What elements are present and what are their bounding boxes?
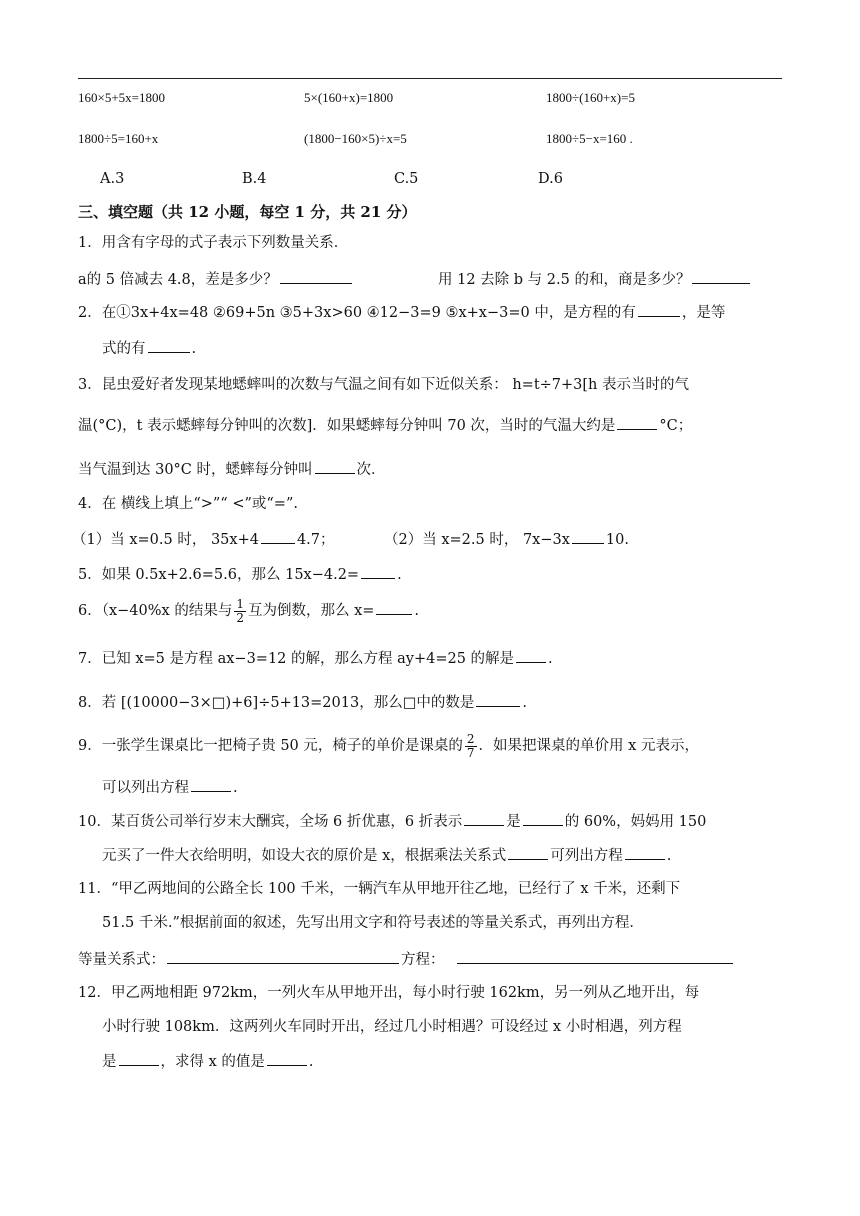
answer-blank[interactable]	[523, 811, 563, 826]
q9-text: 9．一张学生课桌比一把椅子贵 50 元，椅子的单价是课桌的	[78, 738, 463, 754]
q1-part-b-text: 用 12 去除 b 与 2.5 的和，商是多少？	[438, 272, 691, 288]
q9-text-3: 可以列出方程	[102, 780, 189, 796]
q11-line1: 11．“甲乙两地间的公路全长 100 千米，一辆汽车从甲地开往乙地，已经行了 x 千米，还剩下	[78, 881, 681, 897]
header-rule	[78, 78, 782, 79]
q4-part-1-tail: 4.7；	[296, 532, 335, 548]
q12-text-a: 是	[102, 1054, 117, 1070]
q9-text-2: ．如果把课桌的单价用 x 元表示，	[478, 738, 699, 754]
q3-line1: 3．昆虫爱好者发现某地蟋蟀叫的次数与气温之间有如下近似关系： h=t÷7+3[h 表示当时的气	[78, 377, 690, 393]
fraction-numerator: 2	[466, 731, 475, 746]
q5	[78, 564, 402, 585]
answer-blank[interactable]	[457, 949, 733, 964]
q1-stem: 1．用含有字母的式子表示下列数量关系．	[78, 235, 349, 251]
answer-blank[interactable]	[148, 338, 190, 353]
answer-blank[interactable]	[261, 529, 295, 544]
q10-text-f: .	[666, 848, 672, 864]
q7-tail: .	[548, 651, 553, 667]
equation-3: 1800÷(160+x)=5	[546, 90, 635, 105]
fraction-one-half	[234, 598, 246, 625]
q8-tail: .	[522, 695, 528, 711]
answer-blank[interactable]	[280, 269, 352, 284]
q11-answers	[78, 949, 735, 970]
q2-text-tail: ，是等	[681, 305, 726, 321]
q6-text-2: 互为倒数，那么 x=	[247, 603, 375, 619]
q12-line3	[102, 1051, 314, 1072]
answer-blank[interactable]	[119, 1051, 159, 1066]
q11-line2: 51.5 千米.”根据前面的叙述，先写出用文字和符号表述的等量关系式，再列出方程．	[102, 915, 644, 931]
answer-blank[interactable]	[476, 692, 520, 707]
q5-text: 5．如果 0.5x+2.6=5.6，那么 15x−4.2=	[78, 567, 360, 583]
q9-line1	[78, 731, 699, 761]
q7-text: 7．已知 x=5 是方程 ax−3=12 的解，那么方程 ay+4=25 的解是	[78, 651, 515, 667]
fraction-numerator: 1	[236, 596, 244, 611]
q4-part-1	[72, 529, 335, 550]
equation-4: 1800÷5=160+x	[78, 131, 159, 146]
answer-blank[interactable]	[361, 564, 395, 579]
answer-blank[interactable]	[638, 302, 680, 317]
answer-blank[interactable]	[167, 949, 399, 964]
q4-part-2-text: （2）当 x=2.5 时， 7x−3x	[384, 532, 570, 548]
q6-tail: .	[414, 603, 420, 619]
q8	[78, 692, 527, 713]
answer-blank[interactable]	[464, 811, 504, 826]
q8-text: 8．若 [(10000−3×□)+6]÷5+13=2013，那么□中的数是	[78, 695, 475, 711]
q6	[78, 596, 419, 626]
equation-2: 5×(160+x)=1800	[304, 90, 394, 105]
q2-line1	[78, 302, 725, 323]
q10-line2	[102, 845, 671, 866]
answer-blank[interactable]	[572, 529, 604, 544]
q10-text-b: 是	[506, 814, 521, 830]
q10-line1	[78, 811, 706, 832]
q2-line2	[102, 338, 196, 359]
q10-text-e: 可列出方程	[550, 848, 623, 864]
q3-text-3: 当气温到达 30°C 时，蟋蟀每分钟叫	[78, 462, 313, 478]
answer-blank[interactable]	[625, 845, 665, 860]
q4-part-2-tail: 10.	[605, 532, 629, 548]
q3-text-2: 温(°C)，t 表示蟋蟀每分钟叫的次数]．如果蟋蟀每分钟叫 70 次，当时的气温大约是	[78, 418, 616, 434]
answer-blank[interactable]	[191, 777, 231, 792]
q12-line1: 12．甲乙两地相距 972km，一列火车从甲地开出，每小时行驶 162km，另一列从乙地开出，每	[78, 985, 700, 1001]
option-d: D.6	[538, 171, 563, 187]
answer-blank[interactable]	[692, 269, 750, 284]
q7	[78, 648, 553, 669]
fraction-denominator: 2	[236, 610, 244, 625]
q3-line2	[78, 415, 692, 436]
q6-text: 6．（x−40%x 的结果与	[78, 603, 233, 619]
q3-line3	[78, 459, 386, 480]
fraction-two-sevenths	[465, 733, 477, 760]
option-a: A.3	[100, 171, 125, 187]
q10-text-d: 元买了一件大衣给明明，如设大衣的原价是 x，根据乘法关系式	[102, 848, 507, 864]
q3-text-2-tail: °C；	[659, 418, 693, 434]
q3-text-3-tail: 次．	[356, 462, 386, 478]
equation-1: 160×5+5x=1800	[78, 90, 165, 105]
answer-blank[interactable]	[508, 845, 548, 860]
q4-stem: 4．在 横线上填上“>”“ <”或“=”.	[78, 496, 298, 512]
q9-tail: .	[233, 780, 238, 796]
answer-blank[interactable]	[516, 648, 546, 663]
q4-part-2	[384, 529, 629, 550]
q12-text-c: .	[308, 1054, 314, 1070]
fraction-denominator: 7	[466, 745, 475, 760]
answer-blank[interactable]	[376, 600, 412, 615]
option-c: C.5	[394, 171, 419, 187]
q11-label-relation: 等量关系式：	[78, 952, 165, 968]
q2-text-2-tail: .	[191, 341, 197, 357]
q5-tail: .	[397, 567, 402, 583]
q1-part-b	[438, 269, 752, 290]
section-title: 三、填空题（共 12 小题，每空 1 分，共 21 分）	[78, 203, 417, 221]
q11-label-equation: 方程：	[401, 952, 445, 968]
equation-6: 1800÷5−x=160 .	[546, 131, 633, 146]
q12-text-b: ，求得 x 的值是	[160, 1054, 265, 1070]
equation-5: (1800−160×5)÷x=5	[304, 131, 407, 146]
q4-part-1-text: （1）当 x=0.5 时， 35x+4	[72, 532, 259, 548]
q1-part-a-text: a的 5 倍减去 4.8，差是多少？	[78, 272, 278, 288]
q2-text: 2．在①3x+4x=48 ②69+5n ③5+3x>60 ④12−3=9 ⑤x+x−3=0 中，是方程的有	[78, 305, 636, 321]
q2-text-2: 式的有	[102, 341, 146, 357]
q10-text-a: 10．某百货公司举行岁末大酬宾，全场 6 折优惠，6 折表示	[78, 814, 463, 830]
answer-blank[interactable]	[617, 415, 657, 430]
option-b: B.4	[242, 171, 267, 187]
q12-line2: 小时行驶 108km．这两列火车同时开出，经过几小时相遇？可设经过 x 小时相遇，列方程	[102, 1019, 682, 1035]
q1-part-a	[78, 269, 354, 290]
q10-text-c: 的 60%，妈妈用 150	[564, 814, 707, 830]
answer-blank[interactable]	[267, 1051, 307, 1066]
answer-blank[interactable]	[315, 459, 355, 474]
q9-line2	[102, 777, 238, 798]
